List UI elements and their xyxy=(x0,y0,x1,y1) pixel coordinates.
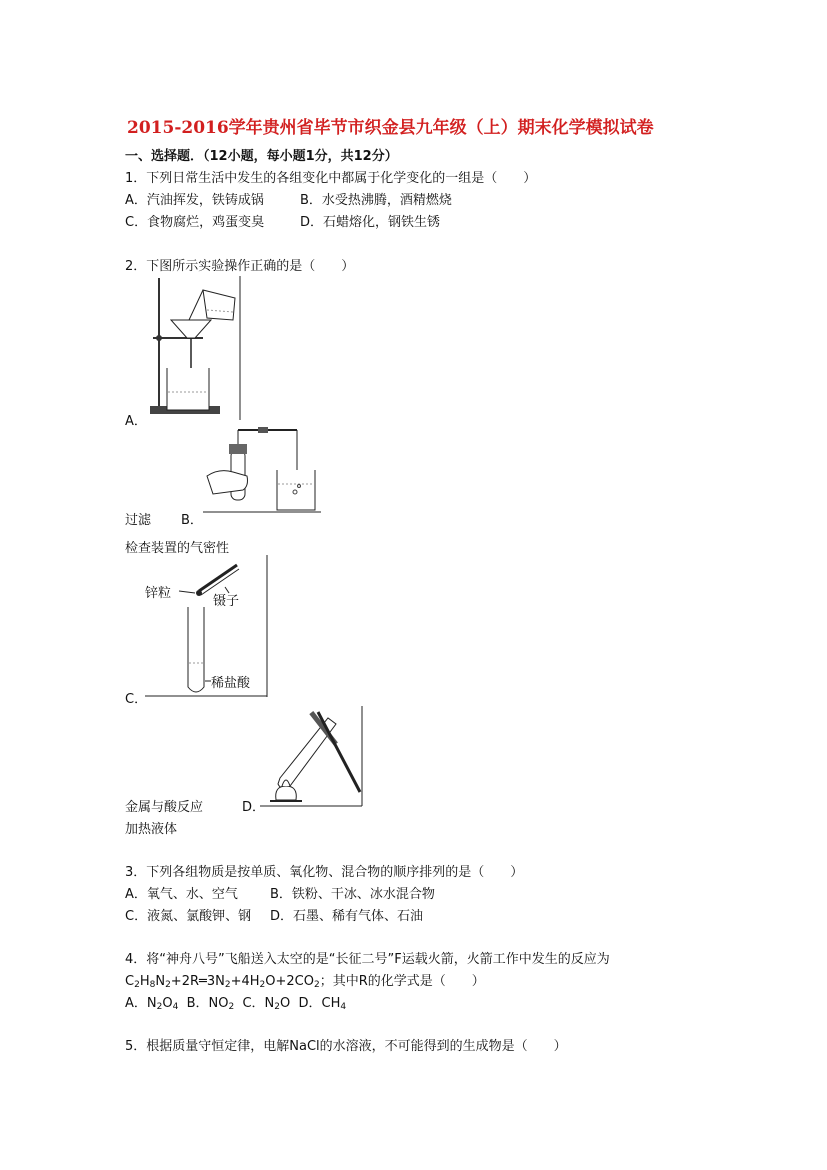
q3-option-d: D．石墨、稀有气体、石油 xyxy=(270,909,424,924)
q1-stem: 1．下列日常生活中发生的各组变化中都属于化学变化的一组是（ ） xyxy=(125,171,537,186)
q3-option-c: C．液氮、氯酸钾、钢 xyxy=(125,909,252,924)
heating-liquid-figure xyxy=(260,706,366,808)
q3-option-b: B．铁粉、干冰、冰水混合物 xyxy=(270,887,435,902)
q4-option-a: A．$N_2O_4$ xyxy=(125,996,179,1012)
zinc-granule xyxy=(196,590,202,596)
q1-option-b: B．水受热沸腾，酒精燃烧 xyxy=(300,193,452,208)
q4-option-b: B．$NO_2$ xyxy=(186,996,235,1012)
q3-option-a: A．氧气、水、空气 xyxy=(125,887,238,902)
section-heading: 一、选择题．（12小题，每小题1分，共12分） xyxy=(125,149,398,164)
q2-stem: 2．下图所示实验操作正确的是（ ） xyxy=(125,259,355,274)
q4-option-d: D．$CH_4$ xyxy=(298,996,347,1012)
q4-stem: 4．将“神舟八号”飞船送入太空的是“长征二号”F运载火箭，火箭工作中发生的反应为 xyxy=(125,952,610,967)
q2-option-d-caption: 加热液体 xyxy=(125,822,178,837)
filtration-figure xyxy=(145,276,245,422)
label-tweezers: 镊子 xyxy=(213,594,240,609)
q4-option-c: C．$N_2O$ xyxy=(242,996,291,1012)
q1-option-a: A．汽油挥发，铁铸成锅 xyxy=(125,193,264,208)
q1-option-d: D．石蜡熔化，钢铁生锈 xyxy=(300,215,441,230)
metal-acid-figure xyxy=(145,555,275,700)
q4-equation: $C_2H_8N_2+2R═3N_2+4H_2O+2CO_2$；其中R的化学式是（ ） xyxy=(125,974,485,990)
q2-option-c-mark: C． xyxy=(125,692,148,707)
q2-option-b-mark: B． xyxy=(181,513,203,528)
airtightness-figure xyxy=(203,424,323,516)
q5-stem: 5．根据质量守恒定律，电解NaCl的水溶液，不可能得到的生成物是（ ） xyxy=(125,1039,567,1054)
label-hydrochloric-acid: 稀盐酸 xyxy=(211,676,251,691)
q3-stem: 3．下列各组物质是按单质、氧化物、混合物的顺序排列的是（ ） xyxy=(125,865,524,880)
q1-option-c: C．食物腐烂，鸡蛋变臭 xyxy=(125,215,265,230)
q2-option-a-caption: 过滤 xyxy=(125,513,152,528)
q2-option-d-mark: D． xyxy=(242,800,266,815)
q2-option-b-caption: 检查装置的气密性 xyxy=(125,541,230,556)
label-zinc: 锌粒 xyxy=(145,586,172,601)
page-title: 2015-2016学年贵州省毕节市织金县九年级（上）期末化学模拟试卷 xyxy=(127,118,654,138)
q4-options xyxy=(125,992,346,1011)
q2-option-a-mark: A． xyxy=(125,414,147,429)
q2-option-c-caption: 金属与酸反应 xyxy=(125,800,204,815)
